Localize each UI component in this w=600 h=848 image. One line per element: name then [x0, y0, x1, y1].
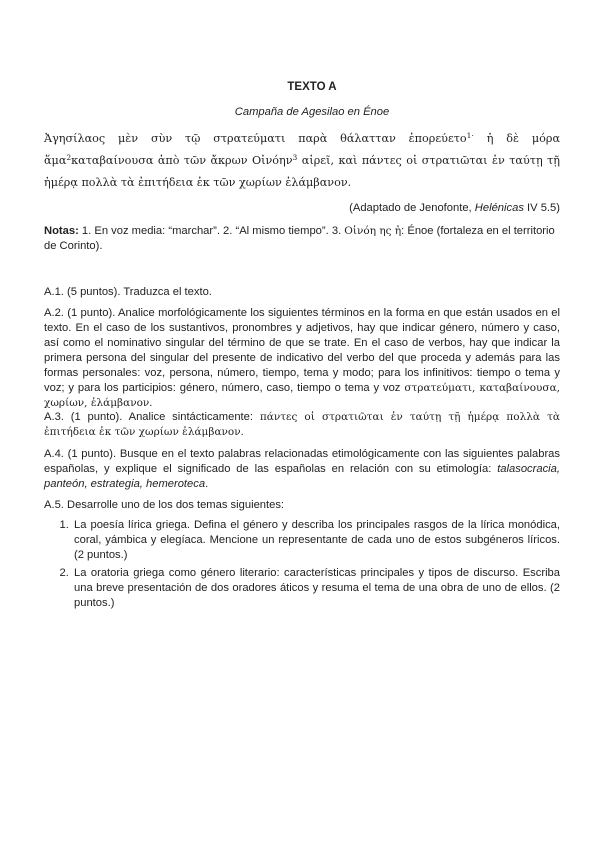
greek-text-part-4: αἱρεῖ, καὶ πάντες οἱ στρατιῶται ἐν ταύτῃ τῇ ἡμέρᾳ πολλὰ τὰ ἐπιτήδεια ἐκ τῶν χωρίων ἐλάμβανον. [44, 154, 560, 189]
question-a2-end: . [149, 397, 153, 409]
question-a3-greek: πάντες οἱ στρατιῶται ἐν ταύτῃ τῇ ἡμέρᾳ πολλὰ τὰ ἐπιτήδεια ἐκ τῶν χωρίων ἐλάμβανον [44, 411, 560, 438]
question-a2 [44, 306, 560, 411]
notes-text-b: : Énoe (fortaleza en el territorio de Corinto). [44, 225, 555, 252]
greek-text [44, 128, 560, 194]
topic-item-oratory: 2. La oratoria griega como género literario: características principales y tipos de discurso. Escriba una breve presentación de dos oradores áticos y resuma el tema de una obra de uno de ellos. (2 puntos.) [72, 566, 560, 611]
notes-text-a: 1. En voz media: “marchar”. 2. “Al mismo tiempo”. 3. [78, 225, 345, 237]
notes-label: Notas: [44, 225, 79, 237]
topic-list [44, 518, 560, 611]
source-citation [44, 202, 560, 214]
footnote-ref-1: 1· [466, 131, 474, 140]
topic-item-lyric: 1. La poesía lírica griega. Defina el género y describa los principales rasgos de la lírica monódica, coral, yámbica y elegíaca. Mencione un representante de cada uno de estos subgéneros líricos. (2 puntos.) [72, 518, 560, 563]
question-a3 [44, 410, 560, 440]
greek-text-part-2: ἡ δὲ μόρα ἅμα [44, 132, 561, 167]
notes [44, 224, 560, 254]
source-prefix: (Adaptado de Jenofonte, [349, 202, 475, 214]
notes-greek: Οἰνόη ης ἡ [344, 225, 402, 237]
question-a5 [44, 498, 560, 614]
greek-text-part-3: καταβαίνουσα ἀπὸ τῶν ἄκρων Οἰνόην [71, 154, 293, 167]
question-a3-end: . [240, 426, 244, 438]
source-work: Helénicas [474, 202, 524, 214]
footnote-ref-3: 3 [292, 153, 298, 162]
question-a4-text: A.4. (1 punto). Busque en el texto palabras relacionadas etimológicamente con las siguientes palabras españolas, y explique el significado de las españolas en relación con su etimología: [44, 448, 560, 475]
page-subtitle: Campaña de Agesilao en Énoe [234, 106, 390, 118]
question-a3-text: A.3. (1 punto). Analice sintácticamente: [44, 411, 260, 423]
page-title: TEXTO A [287, 81, 337, 93]
source-suffix: IV 5.5) [523, 202, 560, 214]
footnote-ref-2: 2 [66, 153, 72, 162]
question-a5-intro: A.5. Desarrolle uno de los dos temas siguientes: [44, 499, 285, 511]
question-a4-end: . [205, 478, 209, 490]
question-a4-words: talasocracia, panteón, estrategia, hemeroteca [44, 463, 560, 490]
greek-text-part-1: Ἀγησίλαος μὲν σὺν τῷ στρατεύματι παρὰ θάλατταν ἐπορεύετο [44, 132, 467, 145]
question-a2-text: A.2. (1 punto). Analice morfológicamente los siguientes términos en la forma en que están usados en el texto. En el caso de los sustantivos, pronombres y adjetivos, hay que indicar género, número y caso, así como el nominativo singular del término de que se trate. En el caso de verbos, hay que indicar la primera persona del singular del presente de indicativo del verbo del que proceda y además para las formas personales: voz, persona, número, tiempo, tema y modo; para los infinitivos: tiempo o tema y voz; y para los participios: género, número, caso, tiempo o tema y voz [44, 307, 560, 394]
question-a4 [44, 447, 560, 492]
question-a1: A.1. (5 puntos). Traduzca el texto. [44, 286, 212, 298]
question-a2-greek: στρατεύματι, καταβαίνουσα, χωρίων, ἐλάμβανον [44, 382, 560, 409]
